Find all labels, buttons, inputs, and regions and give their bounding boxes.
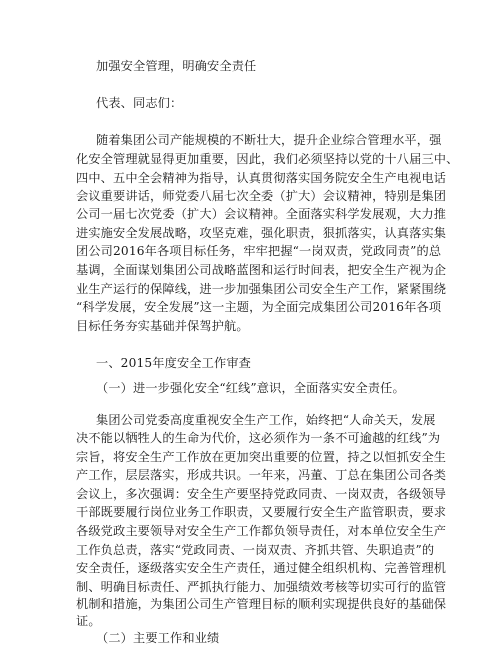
paragraph-line: 证。: [76, 614, 101, 628]
paragraph-line: 进实施安全发展战略，攻坚克难，强化职责，狠抓落实，认真落实集: [76, 226, 447, 241]
paragraph-line: 制、明确目标责任、严抓执行能力、加强绩效考核等切实可行的监管: [76, 579, 447, 594]
paragraph-line: 随着集团公司产能规模的不断壮大，提升企业综合管理水平，强: [96, 132, 442, 147]
paragraph-line: 会议上，多次强调：安全生产要坚持党政同责、一岗双责，各级领导: [76, 487, 447, 502]
section-heading: 一、2015年度安全工作审查: [96, 355, 251, 370]
paragraph-line: 各级党政主要领导对安全生产工作都负领导责任，对本单位安全生产: [76, 524, 447, 539]
document-title: 加强安全管理，明确安全责任: [96, 59, 257, 73]
subsection-heading: （二）主要工作和业绩: [96, 631, 220, 645]
paragraph-line: 化安全管理就显得更加重要，因此，我们必须坚持以党的十八届三中、: [76, 151, 459, 166]
subsection-heading: （一）进一步强化安全“红线”意识，全面落实安全责任。: [96, 381, 405, 396]
paragraph-line: 决不能以牺牲人的生命为代价，这必须作为一条不可逾越的红线”为: [76, 430, 441, 445]
paragraph-line: “科学发展，安全发展”这一主题，为全面完成集团公司2016年各项: [76, 300, 442, 315]
paragraph-line: 业生产运行的保障线，进一步加强集团公司安全生产工作，紧紧围绕: [76, 282, 447, 297]
paragraph-line: 目标任务夯实基础并保驾护航。: [76, 319, 249, 333]
paragraph-line: 工作负总责，落实“党政同责、一岗双责、齐抓共管、失职追责”的: [76, 543, 435, 558]
paragraph-line: 会议重要讲话，师党委八届七次全委（扩大）会议精神，特别是集团: [76, 188, 447, 203]
salutation: 代表、同志们：: [96, 95, 183, 110]
paragraph-line: 宗旨，将安全生产工作放在更加突出重要的位置，持之以恒抓安全生: [76, 449, 447, 464]
paragraph-line: 干部既要履行岗位业务工作职责，又要履行安全生产监管职责，要求: [76, 505, 447, 520]
paragraph-line: 公司一届七次党委（扩大）会议精神。全面落实科学发展观，大力推: [76, 207, 447, 222]
paragraph-line: 机制和措施，为集团公司生产管理目标的顺利实现提供良好的基础保: [76, 597, 447, 611]
paragraph-line: 四中、五中全会精神为指导，认真贯彻落实国务院安全生产电视电话: [76, 170, 447, 185]
paragraph-line: 安全责任，逐级落实安全生产责任，通过健全组织机构、完善管理机: [76, 561, 447, 575]
paragraph-line: 团公司2016年各项目标任务，牢牢把握“一岗双责，党政同责”的总: [76, 244, 442, 259]
paragraph-line: 基调，全面谋划集团公司战略蓝图和运行时间表，把安全生产视为企: [76, 263, 447, 278]
paragraph-line: 产工作，层层落实，形成共识。一年来，冯董、丁总在集团公司各类: [76, 468, 447, 483]
paragraph-line: 集团公司党委高度重视安全生产工作，始终把“人命关天，发展: [96, 412, 436, 427]
